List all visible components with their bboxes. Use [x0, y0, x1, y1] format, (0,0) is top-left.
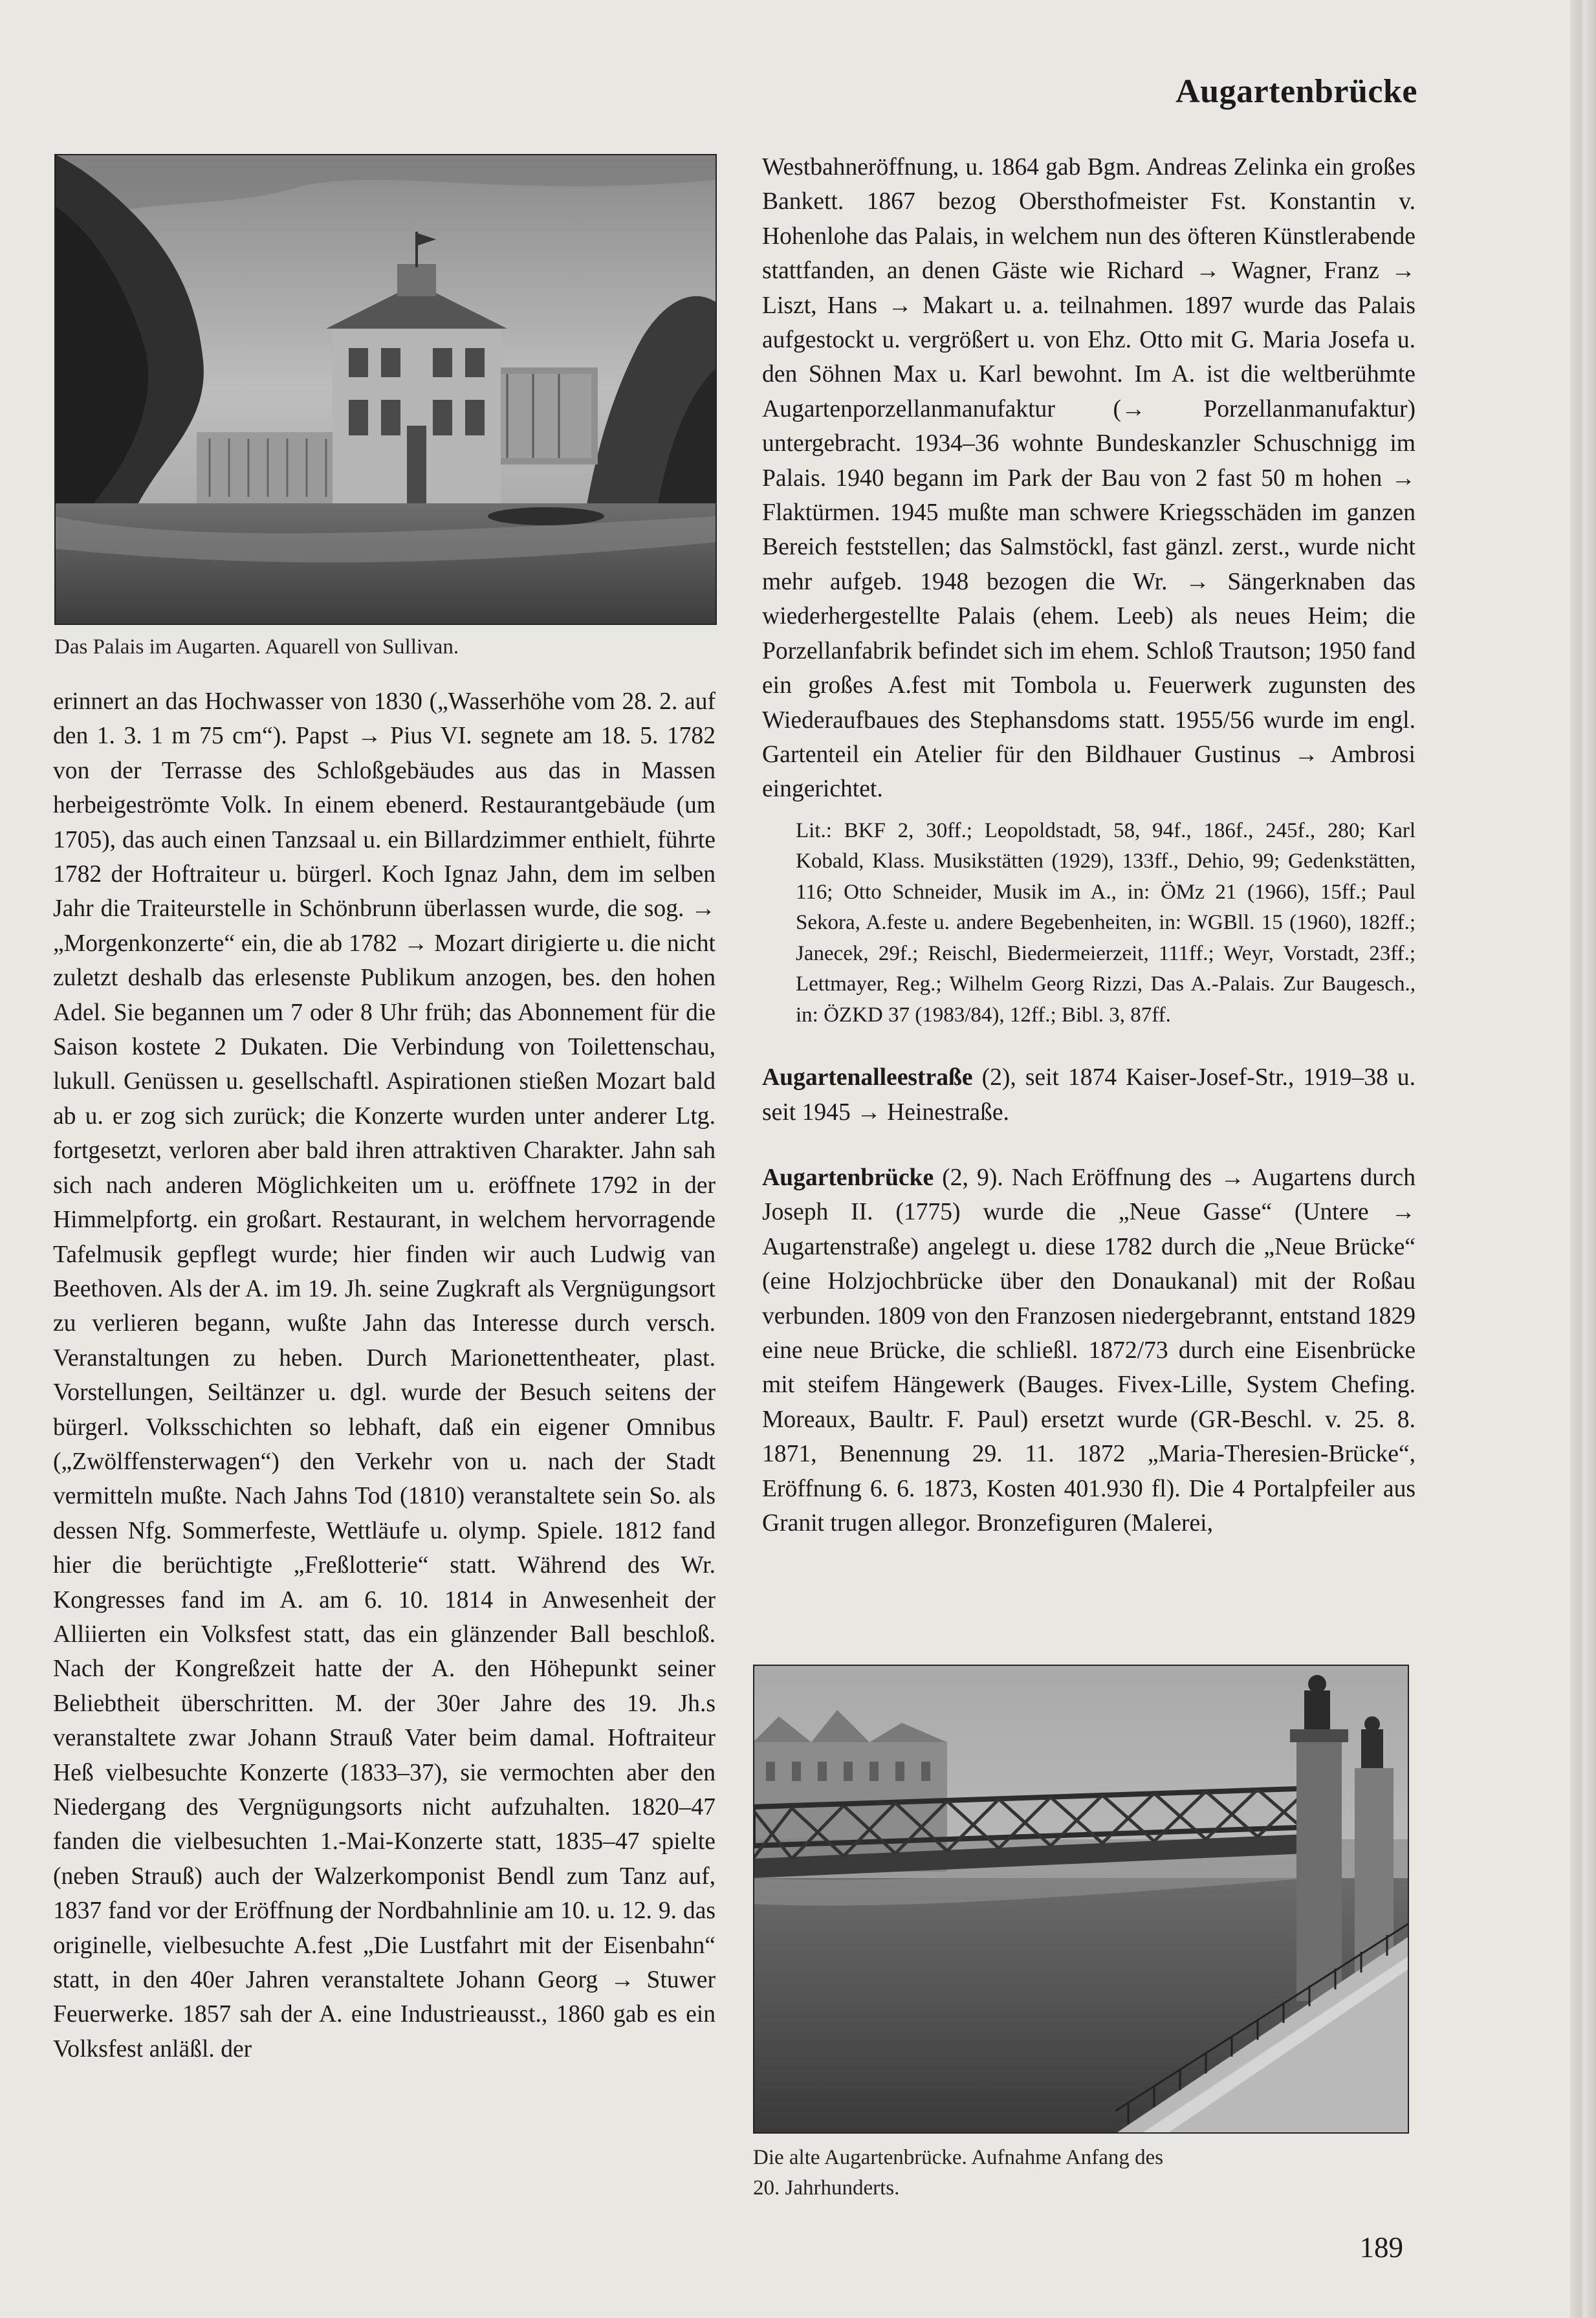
entry-headword: Augartenalleestraße: [762, 1064, 973, 1091]
palais-engraving-image: [54, 154, 717, 625]
entry-headword: Augartenbrücke: [762, 1164, 934, 1192]
entry-augartenalleestrasse: [762, 1060, 1416, 1130]
left-column-paragraph: erinnert an das Hochwasser von 1830 („Wasserhöhe vom 28. 2. auf den 1. 3. 1 m 75 cm“). Papst → Pius VI. segnete am 18. 5. 1782 von der Terrasse des Schloßgebäudes aus das in Massen herbeigeströmte Volk. In einem ebenerd. Restaurantgebäude (um 1705), das auch einen Tanzsaal u. ein Billardzimmer enthielt, führte 1782 der Hoftraiteur u. bürgerl. Koch Ignaz Jahn, dem im selben Jahr die Traiteurstelle in Schönbrunn überlassen wurde, die sog. → „Morgenkonzerte“ ein, die ab 1782 → Mozart dirigierte u. die nicht zuletzt deshalb das erlesenste Publikum anzogen, bes. den hohen Adel. Sie begannen um 7 oder 8 Uhr früh; das Abonnement für die Saison kostete 2 Dukaten. Die Verbindung von Toilettenschau, lukull. Genüssen u. gesellschaftl. Aspirationen stießen Mozart bald ab u. er zog sich zurück; die Konzerte wurden unter anderer Ltg. fortgesetzt, verloren aber bald ihren attraktiven Charakter. Jahn sah sich nach anderen Möglichkeiten um u. eröffnete 1792 in der Himmelpfortg. ein großart. Restaurant, in welchem hervorragende Tafelmusik gepflegt wurde; hier finden wir auch Ludwig van Beethoven. Als der A. im 19. Jh. seine Zugkraft als Vergnügungsort zu verlieren begann, wußte Jahn das Interesse durch versch. Veranstaltungen zu heben. Durch Marionettentheater, plast. Vorstellungen, Seiltänzer u. dgl. wurde der Besuch seitens der bürgerl. Volksschichten so lebhaft, daß ein eigener Omnibus („Zwölffensterwagen“) den Verkehr von u. nach der Stadt vermitteln mußte. Nach Jahns Tod (1810) veranstaltete sein So. als dessen Nfg. Sommerfeste, Wettläufe u. olymp. Spiele. 1812 fand hier die berüchtigte „Freßlotterie“ statt. Während des Wr. Kongresses fand im A. am 6. 10. 1814 in Anwesenheit der Alliierten ein Volksfest statt, das ein glänzender Ball beschloß. Nach der Kongreßzeit hatte der A. den Höhepunkt seiner Beliebtheit überschritten. M. der 30er Jahre des 19. Jh.s veranstaltete zwar Johann Strauß Vater beim damal. Hoftraiteur Heß vielbesuchte Konzerte (1833–37), sie vermochten aber den Niedergang des Vergnügungsorts nicht aufzuhalten. 1820–47 fanden die vielbesuchten 1.-Mai-Konzerte statt, 1835–47 spielte (neben Strauß) auch der Walzerkomponist Bendl zum Tanz auf, 1837 fand vor der Eröffnung der Nordbahnlinie am 10. u. 12. 9. das originelle, vielbesuchte A.fest „Die Lustfahrt mit der Eisenbahn“ statt, in den 40er Jahren veranstaltete Johann Georg → Stuwer Feuerwerke. 1857 sah der A. eine Industrieausst., 1860 gab es ein Volksfest anläßl. der: [53, 688, 716, 2062]
entry-augartenbruecke: [762, 1161, 1416, 1540]
running-head: Augartenbrücke: [1175, 73, 1417, 110]
figure-caption-palais: Das Palais im Augarten. Aquarell von Sullivan.: [54, 635, 459, 659]
caption-line: 20. Jahrhunderts.: [753, 2176, 900, 2200]
figure-caption-bridge: [753, 2143, 1322, 2203]
right-column: [762, 150, 1416, 1541]
entry-text: (2, 9). Nach Eröffnung des → Augartens durch Joseph II. (1775) wurde die „Neue Gasse“ (Untere → Augartenstraße) angelegt u. diese 1782 durch die „Neue Brücke“ (eine Holzjochbrücke über den Donaukanal) mit der Roßau verbunden. 1809 von den Franzosen niedergebrannt, entstand 1829 eine neue Brücke, die schließl. 1872/73 durch eine Eisenbrücke mit steifem Hängewerk (Bauges. Fivex-Lille, System Chefing. Moreaux, Baultr. F. Paul) ersetzt wurde (GR-Beschl. v. 25. 8. 1871, Benennung 29. 11. 1872 „Maria-Theresien-Brücke“, Eröffnung 6. 6. 1873, Kosten 401.930 fl). Die 4 Portalpfeiler aus Granit trugen allegor. Bronzefiguren (Malerei,: [762, 1164, 1416, 1537]
literature-references: Lit.: BKF 2, 30ff.; Leopoldstadt, 58, 94f., 186f., 245f., 280; Karl Kobald, Klass. Musikstätten (1929), 133ff., Dehio, 99; Gedenkstätten, 116; Otto Schneider, Musik im A., in: ÖMz 21 (1966), 15ff.; Paul Sekora, A.feste u. andere Begebenheiten, in: WGBll. 15 (1960), 182ff.; Janecek, 29f.; Reischl, Biedermeierzeit, 111ff.; Weyr, Vorstadt, 23ff.; Lettmayer, Reg.; Wilhelm Georg Rizzi, Das A.-Palais. Zur Baugesch., in: ÖZKD 37 (1983/84), 12ff.; Bibl. 3, 87ff.: [796, 818, 1416, 1027]
caption-line: Die alte Augartenbrücke. Aufnahme Anfang des: [753, 2146, 1164, 2169]
right-column-paragraph: Westbahneröffnung, u. 1864 gab Bgm. Andreas Zelinka ein großes Bankett. 1867 bezog Obersthofmeister Fst. Konstantin v. Hohenlohe das Palais, in welchem nun des öfteren Künstlerabende stattfanden, an denen Gäste wie Richard → Wagner, Franz → Liszt, Hans → Makart u. a. teilnahmen. 1897 wurde das Palais aufgestockt u. vergrößert u. von Ehz. Otto mit G. Maria Josefa u. den Söhnen Max u. Karl bewohnt. Im A. ist die weltberühmte Augartenporzellanmanufaktur (→ Porzellanmanufaktur) untergebracht. 1934–36 wohnte Bundeskanzler Schuschnigg im Palais. 1940 begann im Park der Bau von 2 fast 50 m hohen → Flaktürmen. 1945 mußte man schwere Kriegsschäden im ganzen Bereich feststellen; das Salmstöckl, fast gänzl. zerst., wurde nicht mehr aufgeb. 1948 bezogen die Wr. → Sängerknaben das wiederhergestellte Palais (ehem. Leeb) als neues Heim; die Porzellanfabrik befindet sich im ehem. Schloß Trautson; 1950 fand ein großes A.fest mit Tombola u. Feuerwerk zugunsten des Wiederaufbaues des Stephansdoms statt. 1955/56 wurde im engl. Gartenteil ein Atelier für den Bildhauer Gustinus → Ambrosi eingerichtet.: [762, 154, 1416, 803]
bridge-photograph: [753, 1665, 1409, 2134]
palais-illustration: [54, 154, 717, 625]
page-edge-shadow: [1570, 0, 1596, 2318]
bridge-photo-image: [753, 1665, 1409, 2134]
left-column: [53, 684, 716, 2066]
entry-text: (2), seit 1874 Kaiser-Josef-Str., 1919–38 u. seit 1945 → Heinestraße.: [762, 1064, 1416, 1126]
page-number: 189: [1359, 2231, 1403, 2264]
